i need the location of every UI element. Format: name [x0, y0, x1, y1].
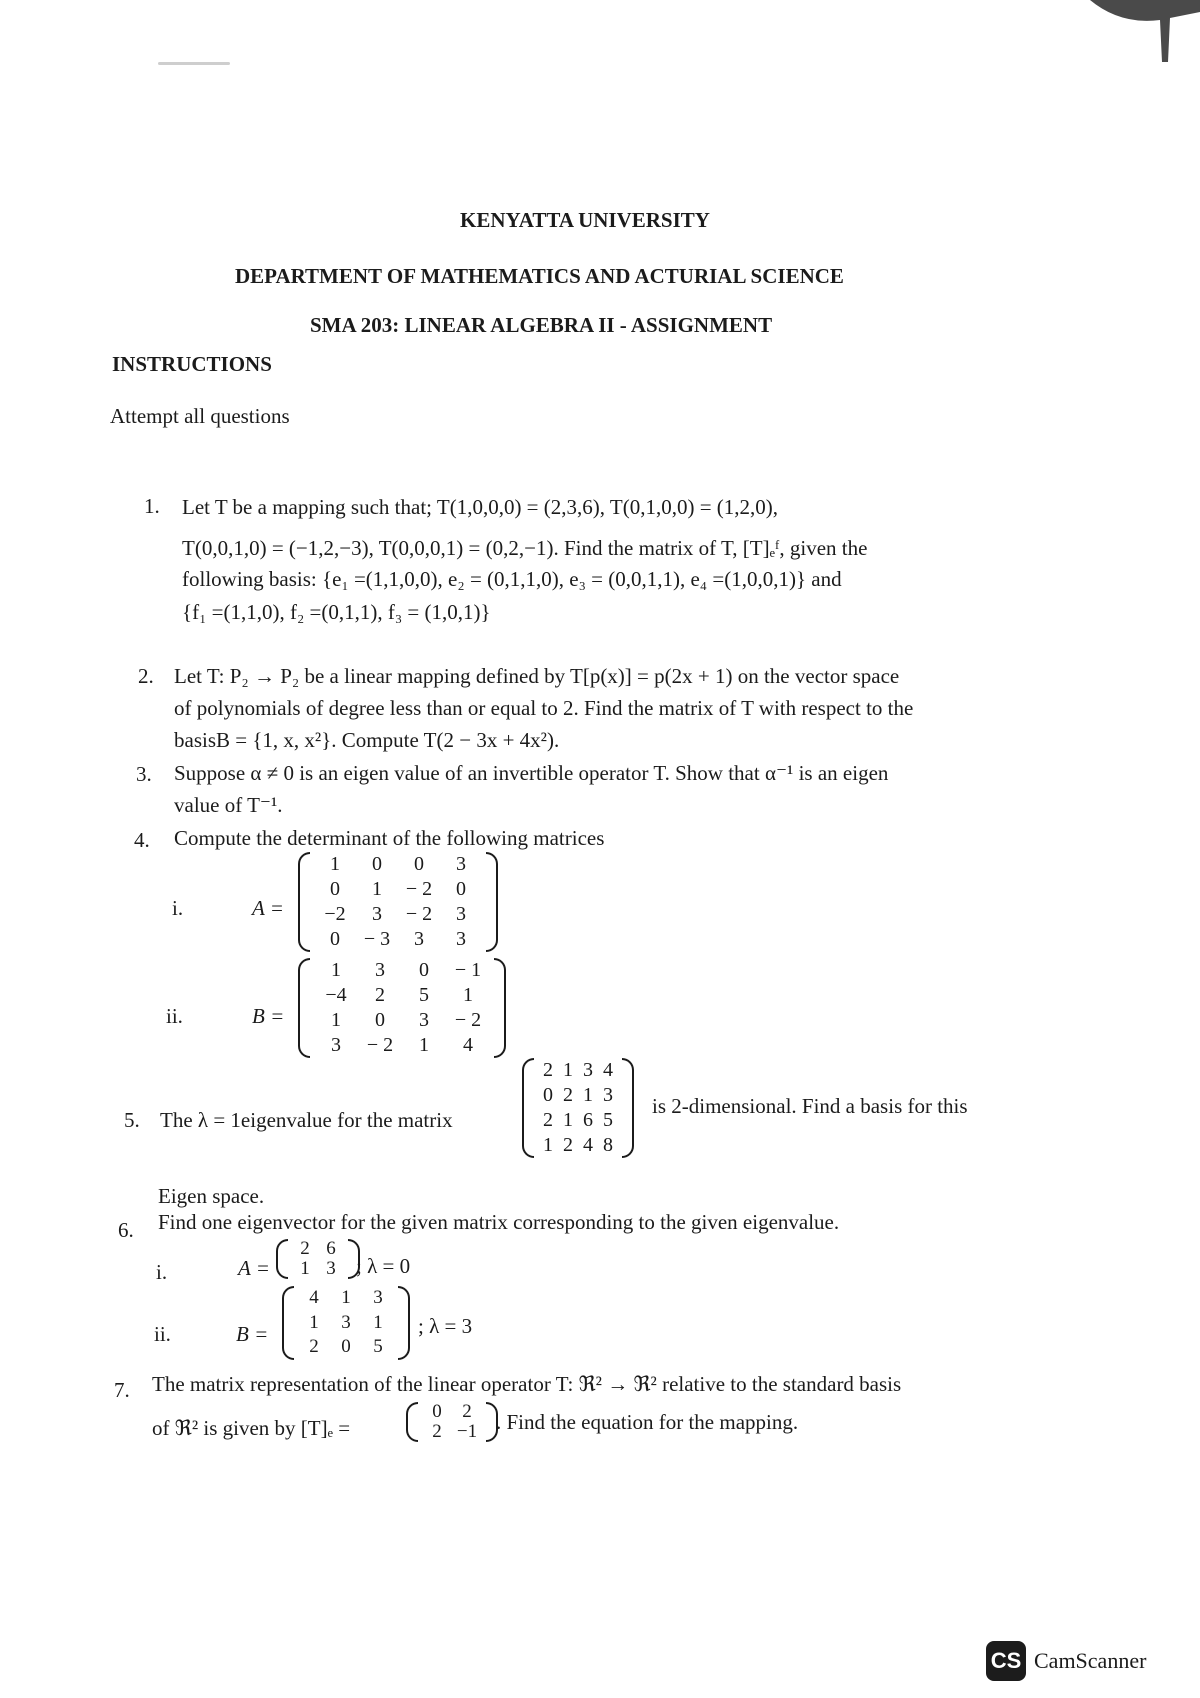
- matrix-cell: 1: [419, 1034, 429, 1056]
- matrix-cell: 3: [419, 1009, 429, 1031]
- matrix-cell: 6: [583, 1109, 593, 1131]
- matrix-cell: 8: [603, 1134, 613, 1156]
- q1-line-4: {f₁ =(1,1,0), f₂ =(0,1,1), f₃ = (1,0,1)}: [182, 600, 491, 624]
- matrix-cell: 6: [326, 1238, 336, 1259]
- matrix-a-grid: [310, 852, 486, 952]
- matrix-cell: − 2: [454, 1009, 482, 1031]
- q3-number: 3.: [136, 762, 152, 786]
- matrix-q7-grid: [418, 1402, 486, 1442]
- q7-text-before: of ℜ² is given by [T]ₑ =: [152, 1416, 351, 1440]
- matrix-cell: 3: [414, 928, 424, 950]
- matrix-cell: 1: [463, 984, 473, 1006]
- matrix-cell: 0: [375, 1009, 385, 1031]
- matrix-cell: 1: [563, 1109, 573, 1131]
- q7-number: 7.: [114, 1378, 130, 1402]
- matrix-cell: 3: [456, 853, 466, 875]
- q6-text: Find one eigenvector for the given matrix corresponding to the given eigenvalue.: [158, 1210, 840, 1234]
- matrix-cell: 5: [603, 1109, 613, 1131]
- q1-number: 1.: [144, 494, 160, 518]
- matrix-cell: −2: [324, 903, 346, 925]
- matrix-cell: 1: [300, 1257, 310, 1279]
- matrix-q5: [522, 1058, 634, 1158]
- matrix-cell: 2: [432, 1420, 442, 1442]
- matrix-cell: 1: [373, 1311, 383, 1333]
- matrix-cell: 2: [309, 1336, 319, 1358]
- matrix-cell: 2: [300, 1238, 310, 1259]
- course-title: SMA 203: LINEAR ALGEBRA II - ASSIGNMENT: [310, 313, 773, 337]
- matrix-b-grid: [310, 958, 494, 1058]
- matrix-cell: − 2: [405, 878, 433, 900]
- q4-text: Compute the determinant of the following matrices: [174, 826, 605, 850]
- q6-ii-eigenvalue: ; λ = 3: [418, 1314, 473, 1338]
- matrix-cell: 3: [372, 903, 382, 925]
- matrix-a-left-bracket: [298, 852, 310, 952]
- q6-i-eigenvalue: ; λ = 0: [356, 1254, 411, 1278]
- q1-line-2: T(0,0,1,0) = (−1,2,−3), T(0,0,0,1) = (0,2,−1). Find the matrix of T, [T]ₑᶠ, given the: [182, 536, 868, 560]
- matrix-cell: 4: [463, 1034, 473, 1056]
- university-title: KENYATTA UNIVERSITY: [460, 208, 710, 232]
- q4-number: 4.: [134, 828, 150, 852]
- matrix-cell: 0: [330, 878, 340, 900]
- q5-text-after: is 2-dimensional. Find a basis for this: [652, 1094, 968, 1118]
- instructions-text: Attempt all questions: [110, 404, 290, 428]
- matrix-cell: 3: [373, 1287, 383, 1308]
- matrix-cell: 4: [309, 1287, 319, 1308]
- matrix-q7-left-bracket: [406, 1402, 418, 1442]
- q3-line-2: value of T⁻¹.: [174, 793, 283, 817]
- matrix-cell: 4: [603, 1059, 613, 1081]
- matrix-q6-b-left-bracket: [282, 1286, 294, 1360]
- scan-edge-artifact: [1050, 0, 1200, 70]
- q2-number: 2.: [138, 664, 154, 688]
- matrix-cell: 1: [331, 1009, 341, 1031]
- matrix-b-left-bracket: [298, 958, 310, 1058]
- matrix-cell: 5: [373, 1336, 383, 1358]
- matrix-cell: − 2: [366, 1034, 394, 1056]
- q4-matrix-b-name: B =: [252, 1004, 285, 1028]
- matrix-cell: 3: [331, 1034, 341, 1056]
- matrix-q6-b-grid: [294, 1286, 398, 1360]
- q6-i-label: i.: [156, 1260, 168, 1284]
- matrix-q5-grid: [534, 1058, 622, 1158]
- matrix-q5-left-bracket: [522, 1058, 534, 1158]
- matrix-cell: 0: [543, 1084, 553, 1106]
- matrix-cell: −4: [325, 984, 347, 1006]
- matrix-cell: 3: [326, 1257, 336, 1279]
- matrix-cell: 2: [375, 984, 385, 1006]
- matrix-cell: 2: [563, 1134, 573, 1156]
- q7-text-after: . Find the equation for the mapping.: [496, 1410, 799, 1434]
- matrix-cell: 3: [583, 1059, 593, 1081]
- matrix-cell: 3: [603, 1084, 613, 1106]
- q1-line-3: following basis: {e₁ =(1,1,0,0), e₂ = (0,1,1,0), e₃ = (0,0,1,1), e₄ =(1,0,0,1)} and: [182, 567, 842, 591]
- matrix-q6-b-right-bracket: [398, 1286, 410, 1360]
- matrix-cell: 3: [375, 959, 385, 981]
- matrix-cell: 0: [414, 853, 424, 875]
- matrix-b-right-bracket: [494, 958, 506, 1058]
- matrix-cell: 1: [330, 853, 340, 875]
- q4-ii-label: ii.: [166, 1004, 183, 1028]
- matrix-cell: − 2: [405, 903, 433, 925]
- q2-line-3: basisB = {1, x, x²}. Compute T(2 − 3x + 4x²).: [174, 728, 560, 752]
- matrix-q6-a-grid: [288, 1239, 348, 1279]
- matrix-b: [298, 958, 506, 1058]
- matrix-cell: 1: [543, 1134, 553, 1156]
- q7-line-1: The matrix representation of the linear operator T: ℜ² → ℜ² relative to the standard basis: [152, 1372, 902, 1396]
- matrix-cell: 2: [543, 1059, 553, 1081]
- matrix-cell: 0: [372, 853, 382, 875]
- matrix-cell: 0: [432, 1401, 442, 1422]
- q2-line-2: of polynomials of degree less than or equal to 2. Find the matrix of T with respect to the: [174, 696, 914, 720]
- matrix-cell: −1: [456, 1420, 478, 1442]
- department-title: DEPARTMENT OF MATHEMATICS AND ACTURIAL SCIENCE: [235, 264, 844, 288]
- q6-matrix-a-name: A =: [238, 1256, 270, 1280]
- matrix-cell: 4: [583, 1134, 593, 1156]
- matrix-cell: 3: [341, 1311, 351, 1333]
- matrix-cell: 1: [583, 1084, 593, 1106]
- matrix-cell: 1: [331, 959, 341, 981]
- matrix-cell: 2: [462, 1401, 472, 1422]
- matrix-cell: 0: [419, 959, 429, 981]
- q4-matrix-a-name: A =: [252, 896, 284, 920]
- q3-line-1: Suppose α ≠ 0 is an eigen value of an invertible operator T. Show that α⁻¹ is an eigen: [174, 761, 889, 785]
- matrix-cell: 2: [563, 1084, 573, 1106]
- matrix-cell: 0: [456, 878, 466, 900]
- matrix-cell: − 3: [363, 928, 391, 950]
- q6-matrix-b-name: B =: [236, 1322, 269, 1346]
- q6-number: 6.: [118, 1218, 134, 1242]
- q6-ii-label: ii.: [154, 1322, 171, 1346]
- matrix-cell: 1: [563, 1059, 573, 1081]
- matrix-a: [298, 852, 498, 952]
- matrix-a-right-bracket: [486, 852, 498, 952]
- q2-line-1: Let T: P₂ → P₂ be a linear mapping defined by T[p(x)] = p(2x + 1) on the vector space: [174, 664, 900, 688]
- camscanner-logo: CS: [986, 1641, 1026, 1681]
- scan-smudge: [158, 62, 230, 65]
- matrix-cell: 3: [456, 928, 466, 950]
- q5-text-before: The λ = 1eigenvalue for the matrix: [160, 1108, 453, 1132]
- matrix-cell: 1: [341, 1287, 351, 1308]
- matrix-cell: 3: [456, 903, 466, 925]
- matrix-q6-b: [282, 1286, 410, 1360]
- camscanner-text: CamScanner: [1034, 1648, 1147, 1673]
- matrix-cell: 0: [330, 928, 340, 950]
- matrix-q7: [406, 1402, 498, 1442]
- matrix-cell: 2: [543, 1109, 553, 1131]
- matrix-q6-a: [276, 1239, 360, 1279]
- matrix-q5-right-bracket: [622, 1058, 634, 1158]
- matrix-cell: − 1: [454, 959, 482, 981]
- q5-continuation: Eigen space.: [158, 1184, 265, 1208]
- q5-number: 5.: [124, 1108, 140, 1132]
- matrix-cell: 5: [419, 984, 429, 1006]
- matrix-q6-a-left-bracket: [276, 1239, 288, 1279]
- matrix-cell: 1: [372, 878, 382, 900]
- q1-line-1: Let T be a mapping such that; T(1,0,0,0) = (2,3,6), T(0,1,0,0) = (1,2,0),: [182, 495, 779, 519]
- matrix-cell: 1: [309, 1311, 319, 1333]
- q4-i-label: i.: [172, 896, 184, 920]
- matrix-cell: 0: [341, 1336, 351, 1358]
- instructions-heading: INSTRUCTIONS: [112, 352, 272, 376]
